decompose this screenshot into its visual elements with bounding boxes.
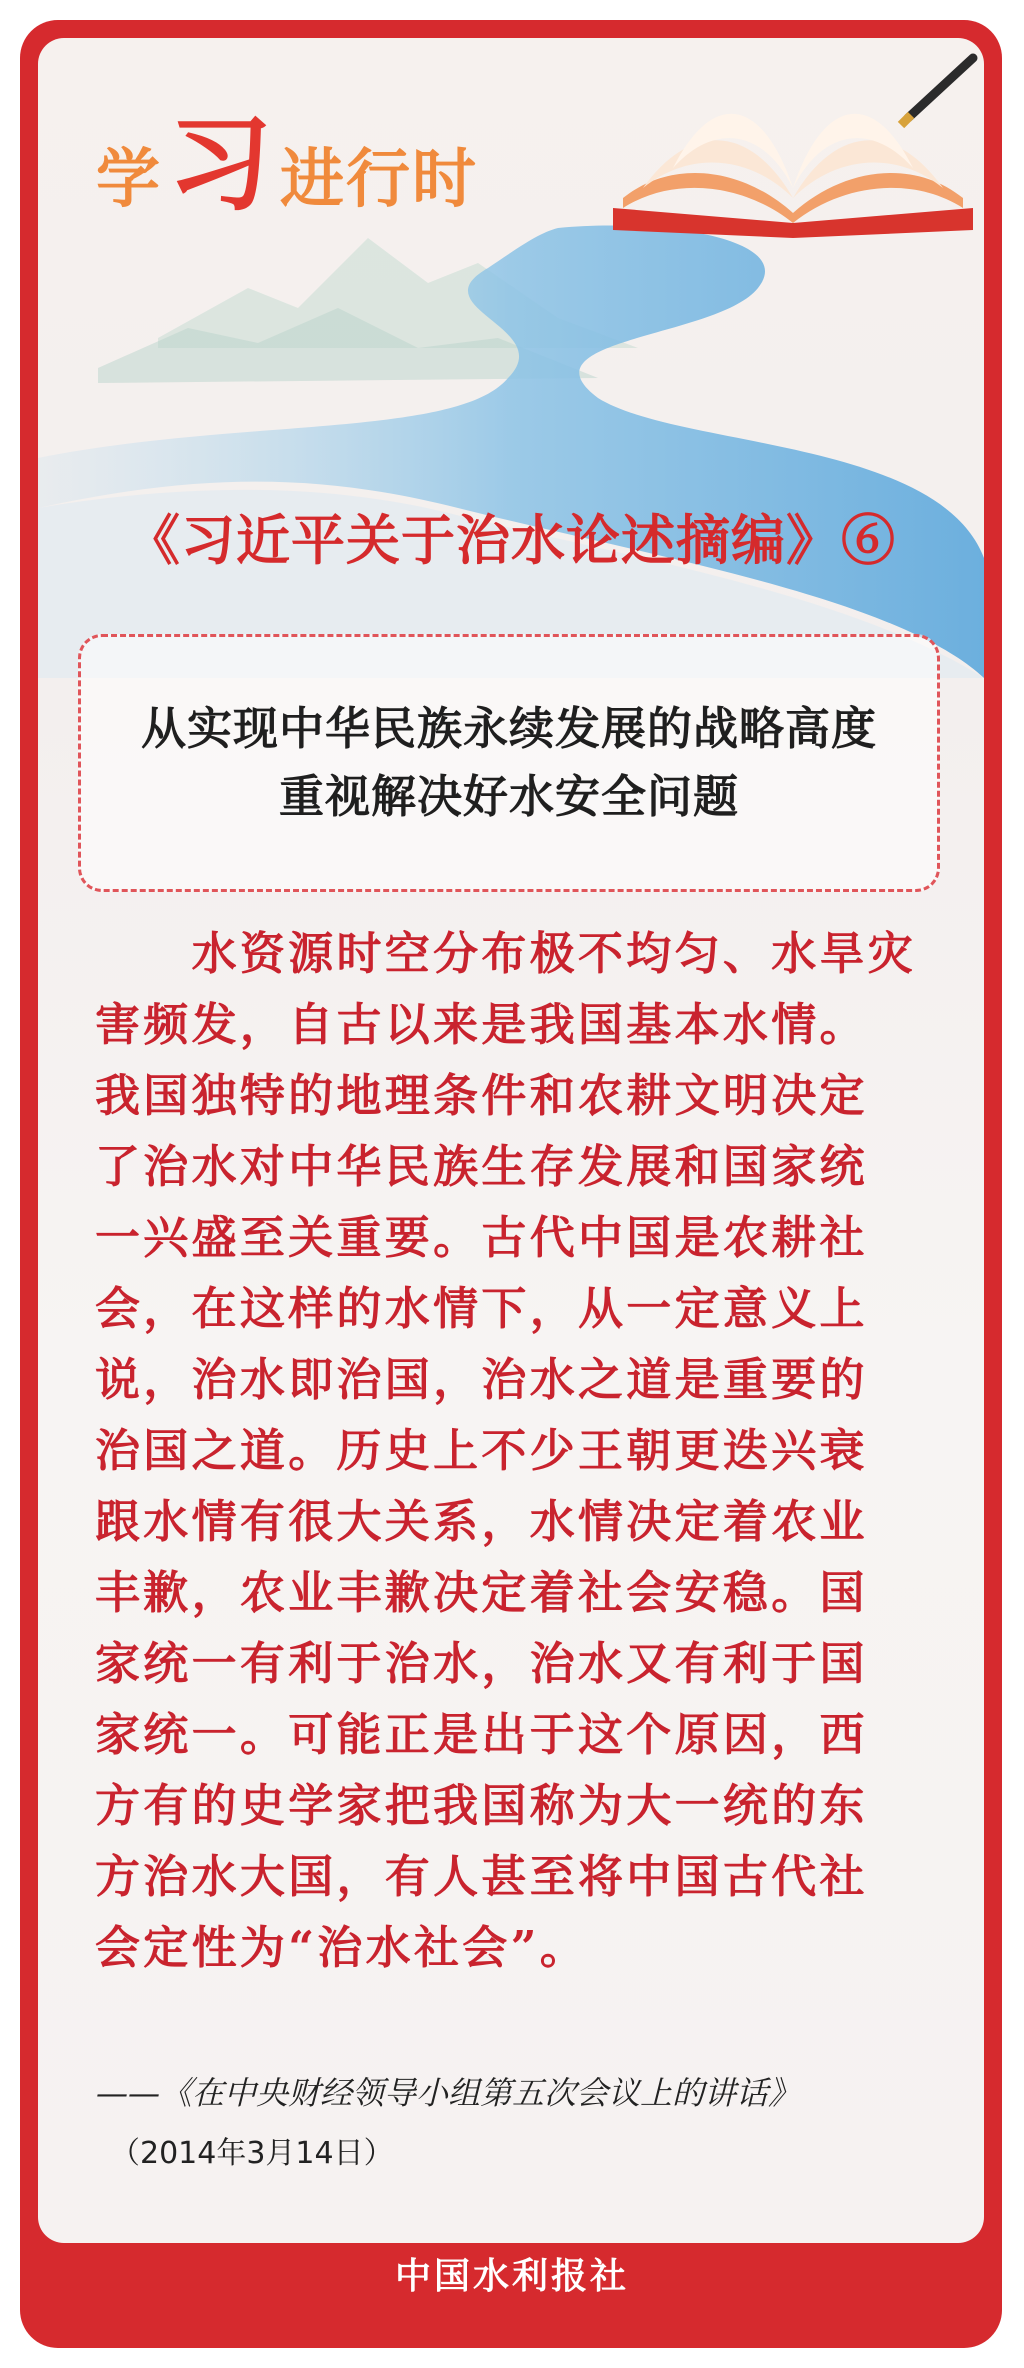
poster-panel bbox=[38, 38, 984, 2243]
publisher-footer: 中国水利报社 bbox=[394, 2255, 629, 2297]
body-line: 水资源时空分布极不均匀、水旱灾 bbox=[95, 927, 917, 980]
brand-char-big: 习 bbox=[168, 103, 275, 225]
section-title-line: 重视解决好水安全问题 bbox=[278, 770, 739, 823]
body-line: 治国之道。历史上不少王朝更迭兴衰 bbox=[95, 1424, 868, 1477]
body-line: 会定性为“治水社会”。 bbox=[95, 1921, 589, 1974]
body-line: 我国独特的地理条件和农耕文明决定 bbox=[95, 1069, 868, 1122]
body-line: 方有的史学家把我国称为大一统的东 bbox=[95, 1779, 868, 1832]
body-line: 方治水大国，有人甚至将中国古代社 bbox=[95, 1850, 868, 1903]
body-line: 跟水情有很大关系，水情决定着农业 bbox=[95, 1495, 868, 1548]
section-title-line: 从实现中华民族永续发展的战略高度 bbox=[140, 702, 877, 755]
body-line: 丰歉，农业丰歉决定着社会安稳。国 bbox=[95, 1566, 868, 1619]
quote-source: ——《在中央财经领导小组第五次会议上的讲话》 bbox=[96, 2074, 801, 2112]
open-book-icon bbox=[603, 48, 983, 238]
body-line: 说，治水即治国，治水之道是重要的 bbox=[95, 1353, 868, 1406]
brand-char: 学 bbox=[96, 142, 162, 217]
brand-suffix: 进行时 bbox=[280, 142, 479, 217]
body-line: 家统一有利于治水，治水又有利于国 bbox=[95, 1637, 868, 1690]
series-title: 《习近平关于治水论述摘编》⑥ bbox=[126, 508, 896, 572]
body-line: 害频发，自古以来是我国基本水情。 bbox=[95, 998, 868, 1051]
body-line: 家统一。可能正是出于这个原因，西 bbox=[95, 1708, 868, 1761]
body-line: 了治水对中华民族生存发展和国家统 bbox=[95, 1140, 868, 1193]
body-line: 一兴盛至关重要。古代中国是农耕社 bbox=[95, 1211, 868, 1264]
body-line: 会，在这样的水情下，从一定意义上 bbox=[95, 1282, 868, 1335]
section-title-box bbox=[78, 634, 940, 892]
quote-date: （2014年3月14日） bbox=[110, 2136, 394, 2171]
brand-logo bbox=[96, 103, 479, 225]
quote-body bbox=[95, 918, 937, 1983]
